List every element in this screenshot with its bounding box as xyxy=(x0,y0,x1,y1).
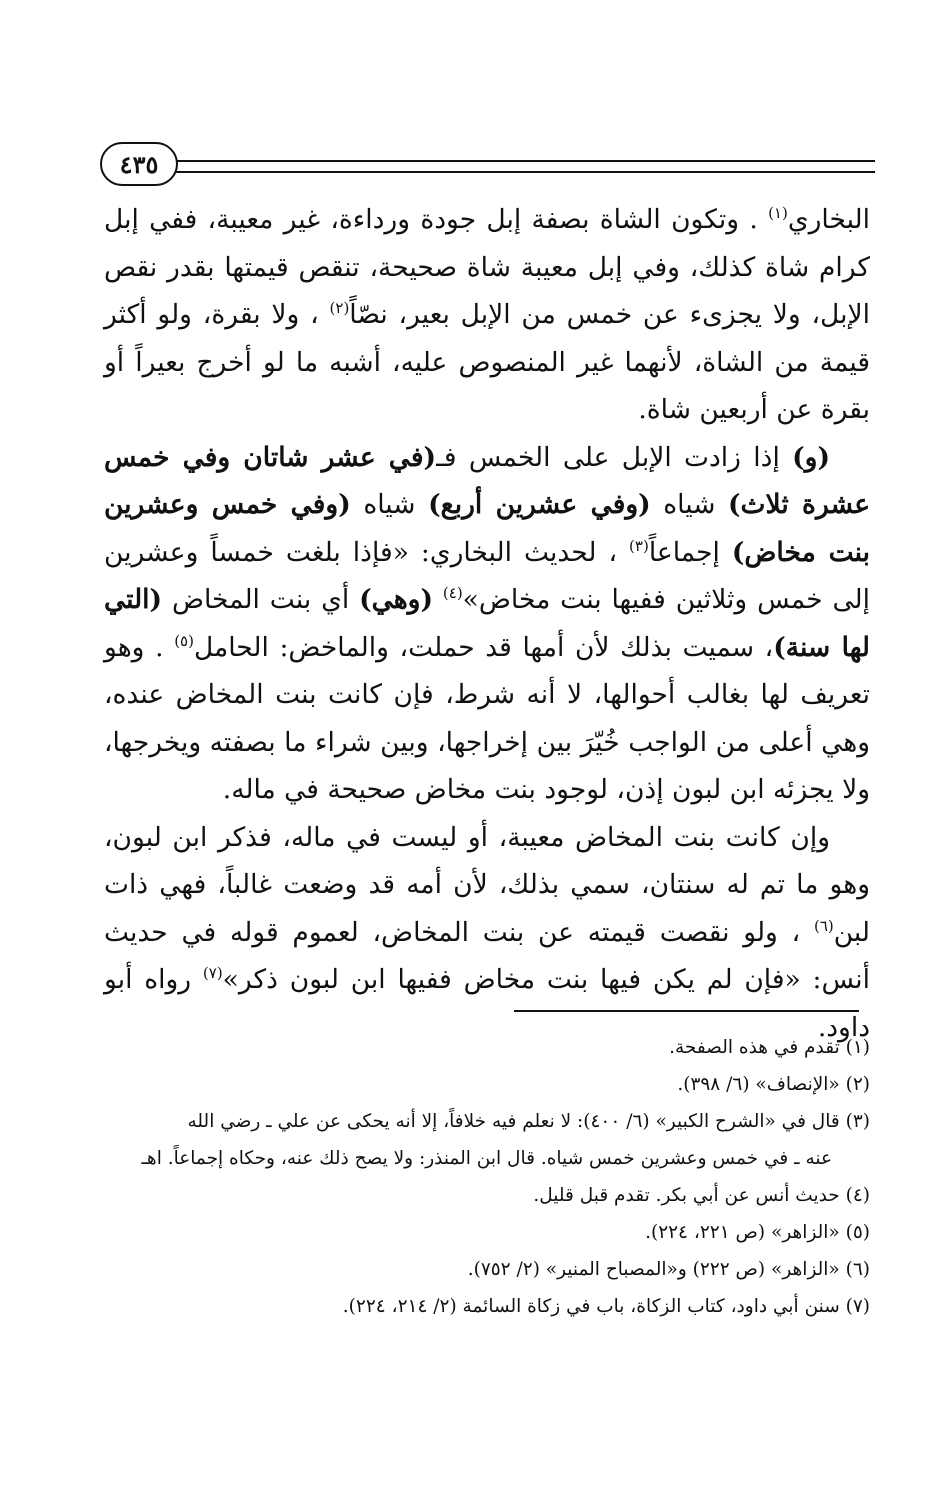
bold-text: (وفي خمس وعشرين بنت مخاض) xyxy=(104,489,870,568)
text-run: ، لحديث البخاري: «فإذا بلغت خمساً وعشرين إلى خمس وثلاثين ففيها بنت مخاض» xyxy=(104,536,870,615)
text-run: إذا زادت الإبل على الخمس فـ xyxy=(436,441,793,473)
text-run: رواه أبو داود. xyxy=(104,964,870,1043)
text-run: شياه xyxy=(650,489,729,520)
footnote-ref-4[interactable]: (٤) xyxy=(442,584,463,603)
bold-text: (في عشر شاتان وفي خمس عشرة ثلاث) xyxy=(104,441,871,520)
footnote-ref-7[interactable]: (٧) xyxy=(202,964,223,983)
footnote-4: (٤) حديث أنس عن أبي بكر. تقدم قبل قليل. xyxy=(533,1185,870,1206)
paragraph-2 xyxy=(104,434,870,814)
text-run: أي بنت المخاض xyxy=(162,584,360,615)
header-rule xyxy=(160,160,875,173)
footnotes xyxy=(104,1029,870,1325)
footnote-7: (٧) سنن أبي داود، كتاب الزكاة، باب في زكاة السائمة (٢/ ٢١٤، ٢٢٤). xyxy=(342,1296,870,1317)
footnote-ref-2[interactable]: (٢) xyxy=(329,299,350,318)
footnote-1: (١) تقدم في هذه الصفحة. xyxy=(669,1037,870,1058)
footnote-ref-6[interactable]: (٦) xyxy=(813,916,834,935)
footnote-ref-5[interactable]: (٥) xyxy=(174,631,194,650)
text-run: . وتكون الشاة بصفة إبل جودة ورداءة، غير معيبة، ففي إبل كرام شاة كذلك، وفي إبل معيبة شاة صحيحة، تنقص قيمتها بقدر نقص الإبل، ولا يجزىء عن خمس من الإبل بعير، نصّاً xyxy=(104,204,870,330)
bold-text: (التي لها سنة) xyxy=(104,584,871,663)
paragraph-3 xyxy=(104,814,870,1052)
bold-text: (وهي) xyxy=(359,584,433,615)
footnote-ref-3[interactable]: (٣) xyxy=(629,536,649,555)
bold-text: (وفي عشرين أربع) xyxy=(428,489,651,520)
text-run: وإن كانت بنت المخاض معيبة، أو ليست في ماله، فذكر ابن لبون، وهو ما تم له سنتان، سمي بذلك، لأن أمه قد وضعت غالباً، فهي ذات لبن xyxy=(104,821,870,948)
bold-text: (و) xyxy=(792,441,830,473)
text-run: . وهو تعريف لها بغالب أحوالها، لا أنه شرط، فإن كانت بنت المخاض عنده، وهي أعلى من الواجب خُيّرَ بين إخراجها، وبين شراء ما بصفته ويخرجها، ولا يجزئه ابن لبون إذن، لوجود بنت مخاض صحيحة في ماله. xyxy=(104,631,870,805)
text-run xyxy=(433,584,443,615)
text-run: ، سميت بذلك لأن أمها قد حملت، والماخض: الحامل xyxy=(193,631,774,663)
footnote-3-continued: عنه ـ في خمس وعشرين خمس شياه. قال ابن المنذر: ولا يصح ذلك عنه، وحكاه إجماعاً. اهـ xyxy=(141,1148,832,1169)
footnote-5: (٥) «الزاهر» (ص ٢٢١، ٢٢٤). xyxy=(645,1222,870,1243)
main-text xyxy=(104,196,870,1051)
page-number: ٤٣٥ xyxy=(100,142,178,186)
footnote-separator xyxy=(514,1010,859,1012)
page-header xyxy=(100,142,875,186)
footnote-2: (٢) «الإنصاف» (٦/ ٣٩٨). xyxy=(677,1074,870,1095)
paragraph-1 xyxy=(104,196,870,434)
text-run: إجماعاً xyxy=(648,536,732,568)
footnote-ref-1[interactable]: (١) xyxy=(768,204,788,223)
text-run: ، ولو نقصت قيمته عن بنت المخاض، لعموم قوله في حديث أنس: «فإن لم يكن فيها بنت مخاض ففيها ابن لبون ذكر» xyxy=(104,916,870,995)
footnote-3: (٣) قال في «الشرح الكبير» (٦/ ٤٠٠): لا نعلم فيه خلافاً، إلا أنه يحكى عن علي ـ رضي الله xyxy=(187,1111,870,1132)
footnote-6: (٦) «الزاهر» (ص ٢٢٢) و«المصباح المنير» (٢/ ٧٥٢). xyxy=(467,1259,870,1280)
text-run: البخاري xyxy=(787,204,870,235)
text-run: ، ولا بقرة، ولو أكثر قيمة من الشاة، لأنهما غير المنصوص عليه، أشبه ما لو أخرج بعيراً أو بقرة عن أربعين شاة. xyxy=(104,299,870,425)
text-run: شياه xyxy=(350,489,429,520)
